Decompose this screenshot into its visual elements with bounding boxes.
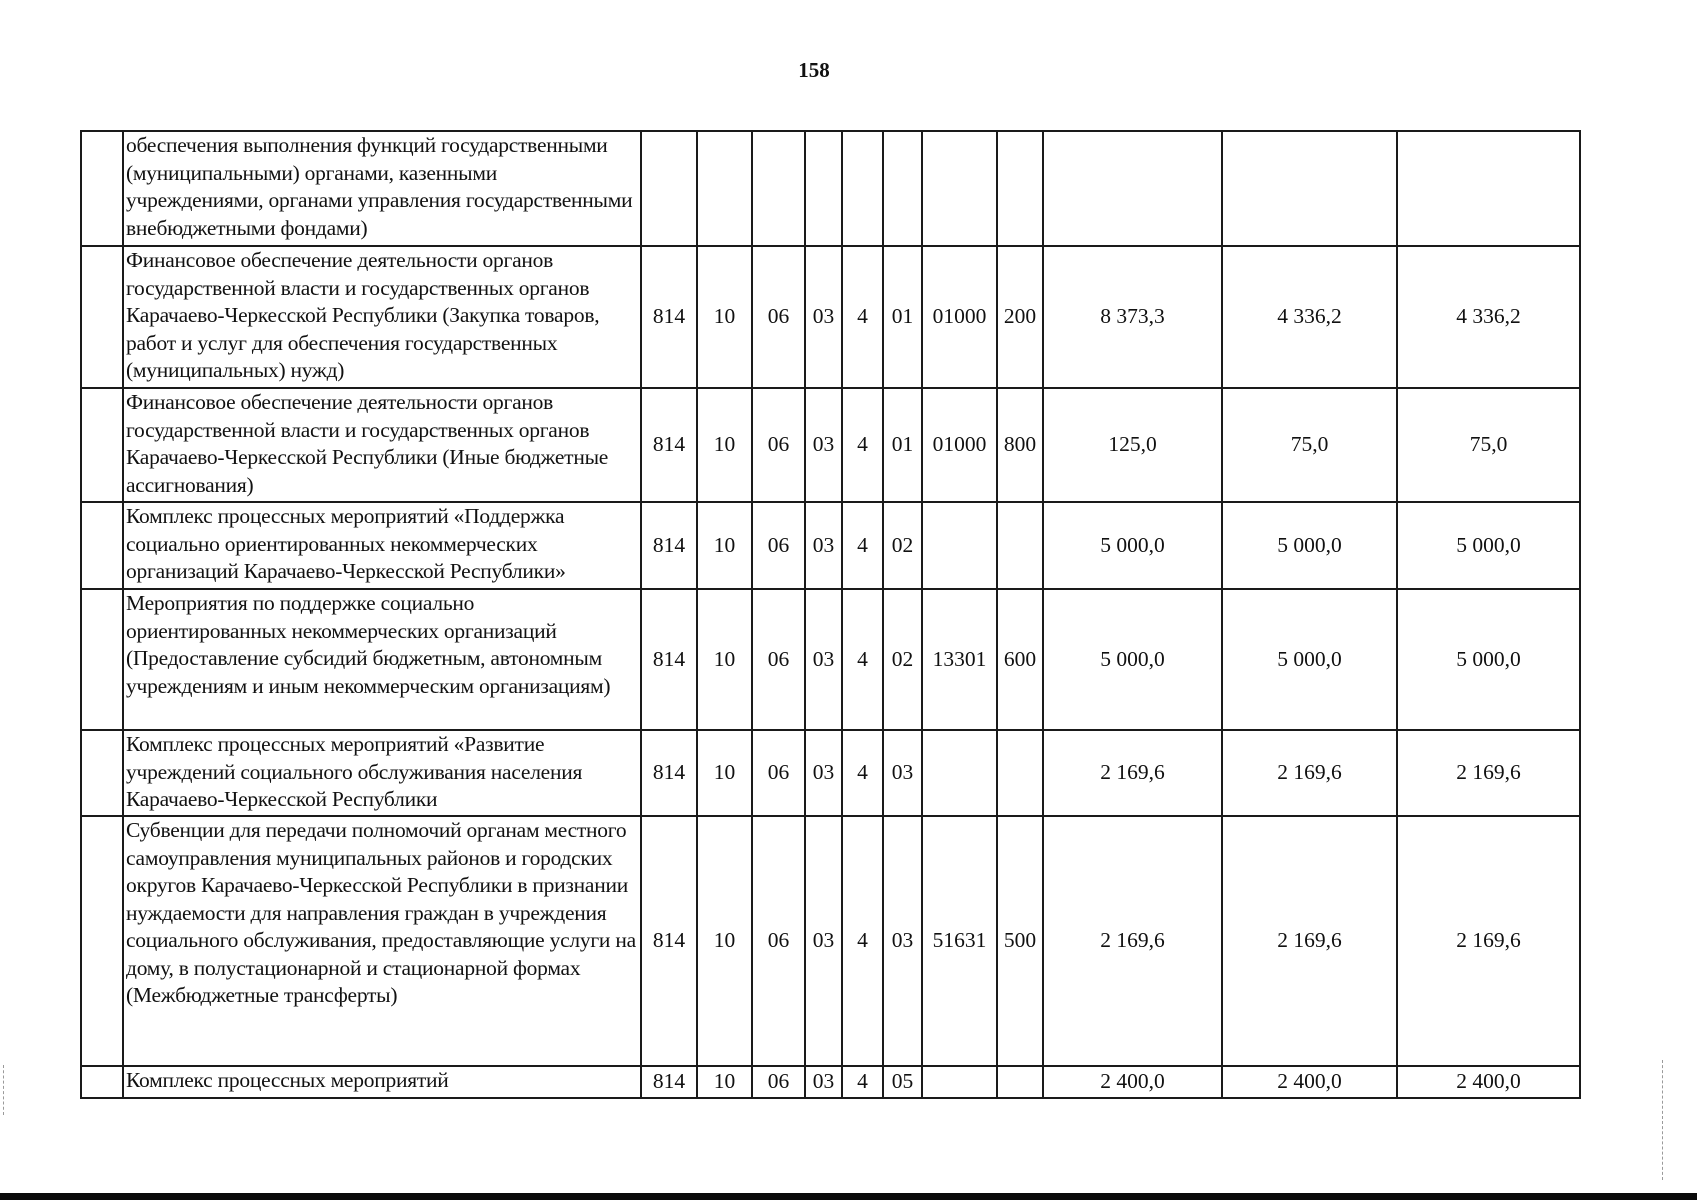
table-row: [81, 589, 1580, 730]
description-cell: Финансовое обеспечение деятельности органов государственной власти и государственных органов Карачаево-Черкесской Республики (Закупка товаров, работ и услуг для обеспечения государственных (муниципальных) нужд): [123, 246, 641, 388]
code-direction: 01000: [922, 246, 997, 388]
code-structural-element: [883, 131, 922, 246]
code-program-type: 4: [842, 730, 883, 816]
code-grbs: 814: [641, 246, 697, 388]
code-subsection: 06: [752, 730, 805, 816]
row-number-cell: [81, 502, 123, 589]
code-grbs: 814: [641, 388, 697, 502]
code-expense-type: 200: [997, 246, 1043, 388]
code-program: 03: [805, 589, 842, 730]
table-row: [81, 816, 1580, 1066]
amount-year-2: [1222, 131, 1397, 246]
code-grbs: 814: [641, 502, 697, 589]
row-number-cell: [81, 730, 123, 816]
description-cell: Финансовое обеспечение деятельности органов государственной власти и государственных органов Карачаево-Черкесской Республики (Иные бюджетные ассигнования): [123, 388, 641, 502]
amount-year-2: 2 400,0: [1222, 1066, 1397, 1098]
code-direction: [922, 131, 997, 246]
table-row: [81, 502, 1580, 589]
code-program-type: [842, 131, 883, 246]
code-direction: [922, 1066, 997, 1098]
code-structural-element: 05: [883, 1066, 922, 1098]
amount-year-1: 8 373,3: [1043, 246, 1222, 388]
code-section: 10: [697, 1066, 752, 1098]
amount-year-3: 2 169,6: [1397, 730, 1580, 816]
description-cell: Комплекс процессных мероприятий «Поддержка социально ориентированных некоммерческих организаций Карачаево-Черкесской Республики»: [123, 502, 641, 589]
amount-year-3: [1397, 131, 1580, 246]
amount-year-2: 5 000,0: [1222, 589, 1397, 730]
code-program: 03: [805, 246, 842, 388]
code-program-type: 4: [842, 246, 883, 388]
amount-year-2: 75,0: [1222, 388, 1397, 502]
code-subsection: 06: [752, 816, 805, 1066]
code-expense-type: 800: [997, 388, 1043, 502]
amount-year-1: 2 169,6: [1043, 730, 1222, 816]
amount-year-3: 5 000,0: [1397, 589, 1580, 730]
amount-year-1: [1043, 131, 1222, 246]
code-program-type: 4: [842, 589, 883, 730]
amount-year-3: 5 000,0: [1397, 502, 1580, 589]
amount-year-1: 5 000,0: [1043, 589, 1222, 730]
table-row: [81, 388, 1580, 502]
table-row: [81, 730, 1580, 816]
code-program-type: 4: [842, 816, 883, 1066]
code-subsection: 06: [752, 502, 805, 589]
code-expense-type: [997, 1066, 1043, 1098]
code-section: 10: [697, 589, 752, 730]
amount-year-1: 2 400,0: [1043, 1066, 1222, 1098]
code-program: 03: [805, 816, 842, 1066]
code-section: 10: [697, 502, 752, 589]
code-expense-type: 600: [997, 589, 1043, 730]
code-program: 03: [805, 502, 842, 589]
code-subsection: [752, 131, 805, 246]
amount-year-1: 125,0: [1043, 388, 1222, 502]
description-cell: Мероприятия по поддержке социально ориентированных некоммерческих организаций (Предоставление субсидий бюджетным, автономным учреждениям и иным некоммерческим организациям): [123, 589, 641, 730]
code-structural-element: 02: [883, 502, 922, 589]
code-direction: [922, 502, 997, 589]
code-program: [805, 131, 842, 246]
code-section: 10: [697, 730, 752, 816]
code-direction: 51631: [922, 816, 997, 1066]
code-section: [697, 131, 752, 246]
table-row: [81, 246, 1580, 388]
code-structural-element: 02: [883, 589, 922, 730]
row-number-cell: [81, 816, 123, 1066]
scan-bottom-border: [0, 1193, 1697, 1200]
code-section: 10: [697, 388, 752, 502]
code-grbs: 814: [641, 1066, 697, 1098]
code-structural-element: 01: [883, 246, 922, 388]
code-program-type: 4: [842, 1066, 883, 1098]
code-program: 03: [805, 730, 842, 816]
code-grbs: 814: [641, 730, 697, 816]
code-program: 03: [805, 1066, 842, 1098]
scan-edge-mark: [3, 1065, 4, 1115]
page-number: 158: [798, 58, 830, 82]
description-cell: обеспечения выполнения функций государственными (муниципальными) органами, казенными учреждениями, органами управления государственными внебюджетными фондами): [123, 131, 641, 246]
budget-table: [80, 130, 1581, 1099]
code-grbs: 814: [641, 589, 697, 730]
amount-year-3: 75,0: [1397, 388, 1580, 502]
amount-year-3: 2 169,6: [1397, 816, 1580, 1066]
amount-year-1: 5 000,0: [1043, 502, 1222, 589]
row-number-cell: [81, 589, 123, 730]
code-grbs: [641, 131, 697, 246]
code-subsection: 06: [752, 388, 805, 502]
code-structural-element: 01: [883, 388, 922, 502]
code-program: 03: [805, 388, 842, 502]
code-grbs: 814: [641, 816, 697, 1066]
code-direction: 13301: [922, 589, 997, 730]
description-cell: Комплекс процессных мероприятий: [123, 1066, 641, 1098]
amount-year-2: 2 169,6: [1222, 730, 1397, 816]
code-structural-element: 03: [883, 730, 922, 816]
amount-year-3: 4 336,2: [1397, 246, 1580, 388]
scan-edge-mark: [1662, 1060, 1663, 1180]
amount-year-3: 2 400,0: [1397, 1066, 1580, 1098]
row-number-cell: [81, 1066, 123, 1098]
code-expense-type: [997, 730, 1043, 816]
code-program-type: 4: [842, 388, 883, 502]
code-section: 10: [697, 246, 752, 388]
code-section: 10: [697, 816, 752, 1066]
amount-year-2: 5 000,0: [1222, 502, 1397, 589]
table-row: [81, 131, 1580, 246]
amount-year-1: 2 169,6: [1043, 816, 1222, 1066]
code-expense-type: [997, 131, 1043, 246]
amount-year-2: 4 336,2: [1222, 246, 1397, 388]
code-direction: 01000: [922, 388, 997, 502]
amount-year-2: 2 169,6: [1222, 816, 1397, 1066]
code-subsection: 06: [752, 1066, 805, 1098]
code-structural-element: 03: [883, 816, 922, 1066]
table-row: [81, 1066, 1580, 1098]
code-program-type: 4: [842, 502, 883, 589]
code-direction: [922, 730, 997, 816]
code-subsection: 06: [752, 246, 805, 388]
row-number-cell: [81, 246, 123, 388]
description-cell: Субвенции для передачи полномочий органам местного самоуправления муниципальных районов и городских округов Карачаево-Черкесской Республики в признании нуждаемости для направления граждан в учреждения социального обслуживания, предоставляющие услуги на дому, в полустационарной и стационарной формах (Межбюджетные трансферты): [123, 816, 641, 1066]
code-subsection: 06: [752, 589, 805, 730]
code-expense-type: 500: [997, 816, 1043, 1066]
description-cell: Комплекс процессных мероприятий «Развитие учреждений социального обслуживания населения Карачаево-Черкесской Республики: [123, 730, 641, 816]
code-expense-type: [997, 502, 1043, 589]
row-number-cell: [81, 131, 123, 246]
row-number-cell: [81, 388, 123, 502]
